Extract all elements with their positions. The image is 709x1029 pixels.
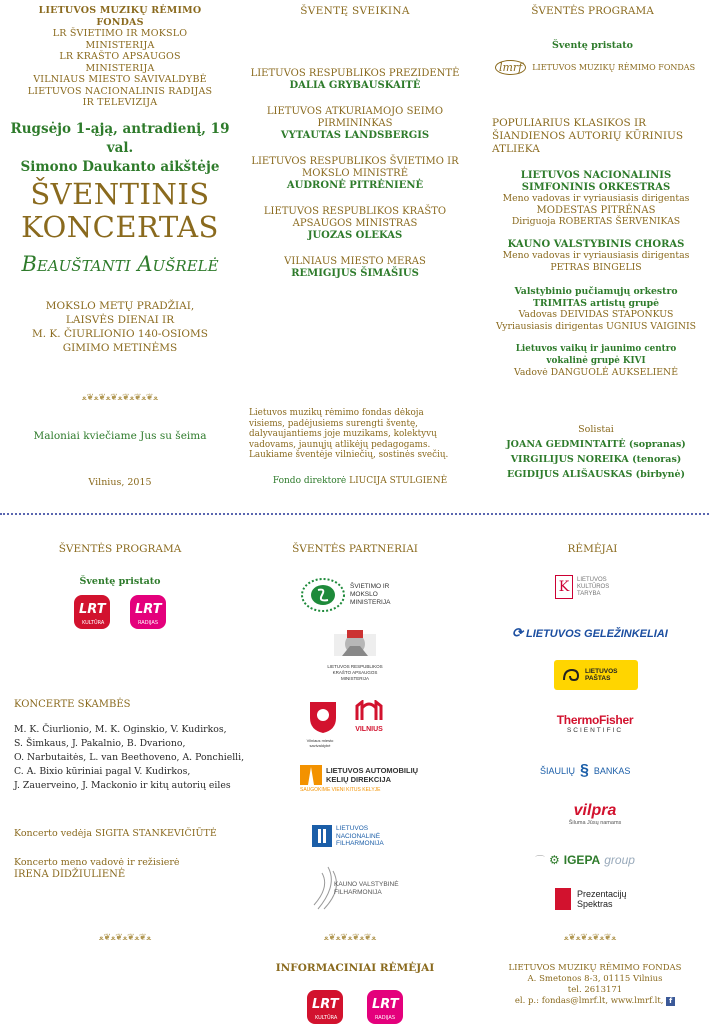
concert-director (14, 857, 180, 881)
repertoire-list (14, 723, 249, 793)
ensemble-line: Meno vadovas ir vyriausiasis dirigentas (502, 250, 690, 261)
partners-heading: ŠVENTĖS PARTNERIAI (292, 543, 418, 555)
fund-director (245, 476, 475, 486)
lnf-mark-icon (312, 825, 332, 847)
organizer-2: LR ŠVIETIMO IR MOKSLO MINISTERIJA (52, 28, 188, 51)
igepa-ring-icon: ⚙ (549, 852, 560, 867)
ensemble-name: LIETUVOS NACIONALINIS SIMFONINIS ORKESTRAS (520, 170, 672, 193)
smm-logo-text: ŠVIETIMO IR MOKSLO MINISTERIJA (350, 583, 391, 606)
ensemble-item (485, 239, 707, 274)
ensemble-line: MODESTAS PITRĖNAS (536, 204, 656, 216)
lnf-text: LIETUVOS NACIONALINĖ FILHARMONIJA (336, 825, 384, 847)
director-name: LIUCIJA STULGIENĖ (349, 476, 448, 486)
concert-subtitle: Beauštanti Aušrelė (21, 252, 219, 276)
lrt-logos (60, 595, 180, 629)
contact-email-line (485, 996, 705, 1007)
greeting-name: DALIA GRYBAUSKAITĖ (289, 80, 421, 91)
organizer-5: LIETUVOS NACIONALINIS RADIJAS (27, 85, 213, 97)
sb-text-1: ŠIAULIŲ (540, 766, 576, 776)
director-label: Koncerto meno vadovė ir režisierė (14, 857, 180, 868)
repertoire-line: C. A. Bixio kūriniai pagal V. Kudirkos, (14, 766, 191, 777)
facebook-icon[interactable]: f (666, 997, 675, 1006)
vilnius-sav-text: Vilniaus miesto savivaldybė (306, 738, 334, 748)
lg-logo (512, 625, 692, 641)
date-line: Rugsėjo 1-ąją, antradienį, 19 val. (10, 121, 230, 156)
repertoire-heading: KONCERTE SKAMBĖS (14, 699, 131, 710)
ltk-text: LIETUVOS KULTŪROS TARYBA (577, 576, 610, 597)
repertoire-line: S. Šimkaus, J. Pakalnio, B. Dvariono, (14, 738, 186, 749)
greeting-role: LIETUVOS RESPUBLIKOS PREZIDENTĖ (250, 68, 460, 79)
ornament-divider: ﻌ❦ﻌ❦ﻌ❦ﻌ❦ﻌ (564, 933, 616, 943)
vilnius-coat-of-arms (305, 700, 340, 748)
vilpra-logo (555, 802, 635, 826)
greeting-item (250, 206, 460, 242)
greeting-item (250, 68, 460, 92)
lmrf-mark-icon: lmrf (495, 60, 526, 75)
lg-text: LIETUVOS GELEŽINKELIAI (525, 628, 668, 640)
host-label: Koncerto vedėja (14, 828, 93, 839)
bottom-presents: Šventę pristato (79, 576, 161, 587)
program-heading: ŠVENTĖS PROGRAMA (531, 5, 654, 17)
host-name: SIGITA STANKEVIČIŪTĖ (95, 828, 217, 839)
ensemble-item (485, 286, 707, 332)
ltk-logo (555, 575, 635, 599)
event-date (5, 120, 235, 177)
contact-info (485, 963, 705, 1007)
kam-logo (300, 628, 410, 682)
ensemble-line: PETRAS BINGELIS (550, 261, 642, 273)
thanks-text (249, 408, 459, 461)
organizer-3: LR KRAŠTO APSAUGOS MINISTERIJA (59, 51, 181, 74)
lakd-road-icon (300, 765, 322, 785)
ensemble-line: Diriguoja ROBERTAS ŠERVENIKAS (511, 216, 681, 227)
lp-logo (554, 660, 638, 690)
shield-icon (308, 700, 338, 734)
dedication (5, 299, 235, 355)
section-divider (0, 513, 709, 519)
sponsors-heading: RĖMĖJAI (567, 543, 618, 555)
lakd-logo (300, 765, 430, 793)
info-lrt-logos (295, 990, 415, 1024)
soloist: EGIDIJUS ALIŠAUSKAS (birbynė) (506, 469, 686, 480)
concert-host (14, 828, 217, 839)
greeting-role: LIETUVOS RESPUBLIKOS ŠVIETIMO IR MOKSLO MINISTRĖ (251, 156, 459, 179)
greeting-name: REMIGIJUS ŠIMAŠIUS (291, 268, 419, 279)
dedication-line-2: LAISVĖS DIENAI IR (65, 314, 175, 326)
contact-email[interactable]: el. p.: fondas@lmrf.lt, www.lmrf.lt, (514, 996, 664, 1006)
ensemble-line: Vadovas DEIVIDAS STAPONKUS (518, 309, 674, 320)
repertoire-line: M. K. Čiurlionio, M. K. Oginskio, V. Kudirkos, (14, 724, 227, 735)
organizer-1: LIETUVOS MUZIKŲ RĖMIMO FONDAS (38, 5, 202, 28)
vilpra-slogan: Šiluma Jūsų namams (568, 820, 622, 826)
invitation: Maloniai kviečiame Jus su šeima (33, 430, 207, 442)
dedication-line-3: M. K. ČIURLIONIO 140-OSIOMS (32, 328, 208, 340)
thanks-paragraph: Lietuvos muzikų rėmimo fondas dėkoja visiems, padėjusiems surengti šventę, dalyvaujantiems joje muzikams, kolektyvų vadovams, jaunųjų atlikėjų pedagogams. (249, 408, 437, 450)
ensemble-line: Meno vadovas ir vyriausiasis dirigentas (502, 193, 690, 204)
greeting-item (250, 106, 460, 142)
post-horn-icon (562, 668, 580, 682)
lnf-logo (312, 825, 412, 848)
greetings-list (250, 68, 460, 280)
tf-scientific: SCIENTIFIC (566, 727, 624, 734)
dedication-line-4: GIMIMO METINĖMS (62, 342, 178, 354)
ensemble-item (485, 344, 707, 379)
director-label: Fondo direktorė (272, 476, 347, 486)
igepa-wing-icon: ⌒ (535, 856, 545, 867)
kvf-text: KAUNO VALSTYBINĖ FILHARMONIJA (334, 881, 399, 896)
title-line-2: KONCERTAS (21, 210, 219, 244)
repertoire-line: J. Zauerveino, J. Mackonio ir kitų autorių eiles (14, 780, 231, 791)
ps-square-icon (555, 888, 571, 910)
thanks-invite: Laukiame šventėje vilniečių, sostinės svečių. (249, 450, 449, 460)
venue-line: Simono Daukanto aikštėje (20, 159, 220, 175)
greeting-item (250, 156, 460, 192)
kam-knight-icon (330, 628, 380, 660)
thermofisher-logo (545, 713, 645, 734)
lrt-kultura-logo: LRT KULTŪRA (74, 595, 110, 629)
program-presents: Šventę pristato (552, 40, 633, 51)
vilnius-logos (305, 700, 415, 748)
organizer-4: VILNIAUS MIESTO SAVIVALDYBĖ (33, 74, 207, 85)
soloists-label: Solistai (578, 424, 614, 435)
greeting-name: AUDRONĖ PITRĖNIENĖ (286, 180, 424, 191)
page-title (5, 178, 235, 244)
ornament-divider: ﻌ❦ﻌ❦ﻌ❦ﻌ❦ﻌ (324, 933, 376, 943)
ensemble-name: KAUNO VALSTYBINIS CHORAS (507, 238, 685, 250)
siauliu-bankas-logo (540, 762, 670, 780)
igepa-group: group (604, 852, 635, 867)
ensemble-line: Vadovė DANGUOLĖ AUKSELIENĖ (514, 367, 678, 378)
smm-logo (300, 578, 420, 612)
ps-text: Prezentacijų Spektras (577, 889, 627, 909)
prezentaciju-spektras-logo (555, 888, 655, 910)
soloist: JOANA GEDMINTAITĖ (sopranas) (506, 439, 686, 450)
sb-text-2: BANKAS (593, 766, 631, 776)
soloists (485, 422, 707, 482)
tf-text: ThermoFisher (556, 713, 634, 727)
place-year: Vilnius, 2015 (88, 477, 152, 488)
igepa-text: IGEPA (563, 852, 601, 867)
director-name: IRENA DIDŽIULIENĖ (14, 869, 126, 880)
performers-title: POPULIARIUS KLASIKOS IR ŠIANDIENOS AUTORIŲ KŪRINIUS ATLIEKA (492, 117, 684, 155)
title-line-1: ŠVENTINIS (30, 177, 210, 211)
contact-phone: tel. 2613171 (567, 985, 623, 995)
vilnius-brand-logo (354, 700, 384, 748)
greeting-name: JUOZAS OLEKAS (307, 230, 403, 241)
ensemble-line: Vyriausiasis dirigentas UGNIUS VAIGINIS (495, 320, 697, 332)
ensemble-name: Valstybinio pučiamųjų orkestro TRIMITAS artistų grupė (514, 286, 678, 309)
ensemble-name: Lietuvos vaikų ir jaunimo centro vokalinė grupė KIVI (515, 344, 677, 366)
smm-emblem-icon (300, 578, 346, 612)
lmrf-logo (490, 60, 700, 75)
greeting-name: VYTAUTAS LANDSBERGIS (280, 130, 430, 141)
lg-swirl-icon: ⟳ (512, 625, 523, 640)
soloist: VIRGILIJUS NOREIKA (tenoras) (510, 454, 682, 465)
ltk-k-icon: K (555, 575, 573, 599)
lakd-text: LIETUVOS AUTOMOBILIŲ KELIŲ DIREKCIJA (326, 766, 419, 784)
organizers (25, 5, 215, 109)
kvf-logo (308, 865, 418, 911)
bottom-program-heading: ŠVENTĖS PROGRAMA (58, 543, 182, 555)
vilnius-arch-icon (354, 700, 384, 722)
greeting-item (250, 256, 460, 280)
lrt-radijas-logo: LRT RADIJAS (130, 595, 166, 629)
greeting-role: LIETUVOS RESPUBLIKOS KRAŠTO APSAUGOS MINISTRAS (263, 206, 447, 229)
vilnius-text: VILNIUS (355, 726, 383, 733)
lakd-slogan: SAUGOKIME VIENI KITUS KELYJE (300, 787, 381, 793)
greet-heading: ŠVENTĘ SVEIKINA (300, 5, 410, 17)
info-sponsors-heading: INFORMACINIAI RĖMĖJAI (275, 962, 435, 974)
lmrf-logo-text: LIETUVOS MUZIKŲ RĖMIMO FONDAS (532, 63, 696, 72)
repertoire-line: O. Narbutaitės, L. van Beethoveno, A. Ponchielli, (14, 752, 245, 763)
organizer-6: IR TELEVIZIJA (82, 97, 158, 108)
vilpra-text: vilpra (573, 802, 617, 819)
sb-swirl-icon: § (580, 762, 589, 779)
ornament-divider: ﻌ❦ﻌ❦ﻌ❦ﻌ❦ﻌ❦ﻌ❦ﻌ (82, 393, 158, 403)
greeting-role: LIETUVOS ATKURIAMOJO SEIMO PIRMININKAS (266, 106, 444, 129)
dedication-line-1: MOKSLO METŲ PRADŽIAI, (45, 300, 195, 312)
ensembles-list (485, 170, 707, 379)
contact-address: A. Smetonos 8-3, 01115 Vilnius (527, 974, 663, 984)
contact-name: LIETUVOS MUZIKŲ RĖMIMO FONDAS (508, 963, 682, 973)
ornament-divider: ﻌ❦ﻌ❦ﻌ❦ﻌ❦ﻌ (99, 933, 151, 943)
lrt-kultura-logo: LRT KULTŪRA (307, 990, 343, 1024)
igepa-logo (535, 852, 675, 867)
lrt-radijas-logo: LRT RADIJAS (367, 990, 403, 1024)
kam-logo-text: LIETUVOS RESPUBLIKOS KRAŠTO APSAUGOS MINISTERIJA (327, 664, 383, 681)
greeting-role: VILNIAUS MIESTO MERAS (284, 256, 426, 267)
lp-text: LIETUVOS PAŠTAS (585, 667, 618, 682)
ensemble-item (485, 170, 707, 228)
